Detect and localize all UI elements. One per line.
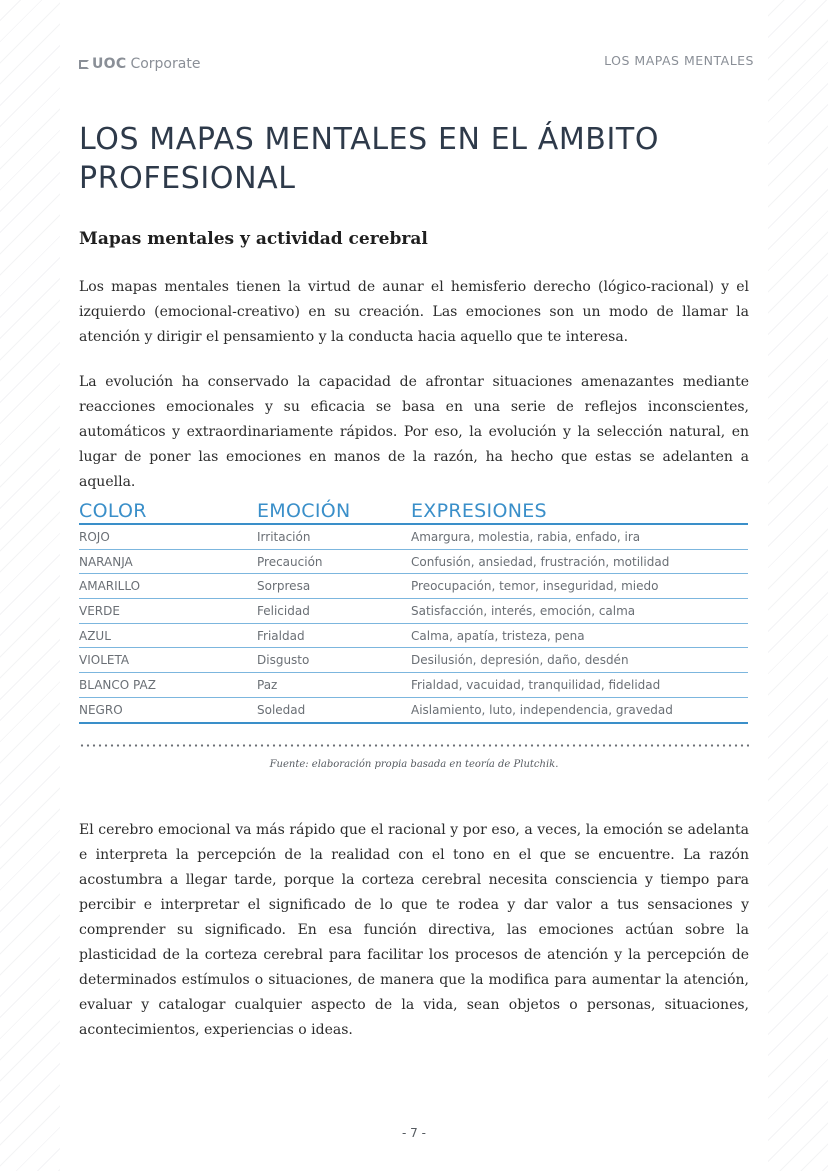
table-header-emotion: EMOCIÓN xyxy=(257,500,351,522)
table-cell-emotion: Irritación xyxy=(257,529,311,544)
table-header-color: COLOR xyxy=(79,500,147,522)
table-row xyxy=(79,673,748,698)
table-cell-color: VERDE xyxy=(79,603,120,618)
paragraph-3: El cerebro emocional va más rápido que el racional y por eso, a veces, la emoción se adelanta e interpreta la percepción de la realidad con el tono en el que se encuentre. La razón acostumbra a llegar tarde, porque la corteza cerebral necesita consciencia y tiempo para percibir e interpretar el significado de lo que te rodea y dar valor a tus sensaciones y comprender su significado. En esa función directiva, las emociones actúan sobre la plasticidad de la corteza cerebral para facilitar los procesos de atención y la percepción de determinados estímulos o situaciones, de manera que la modifica para aumentar la atención, evaluar y catalogar cualquier aspecto de la vida, sean objetos o personas, situaciones, acontecimientos, experiencias o ideas. xyxy=(79,822,749,1038)
table-row xyxy=(79,525,748,550)
table-source-caption: Fuente: elaboración propia basada en teoría de Plutchik. xyxy=(269,759,559,770)
color-emotion-table xyxy=(79,494,748,724)
table-cell-emotion: Soledad xyxy=(257,702,306,717)
uoc-corporate-logo xyxy=(79,56,200,72)
table-row xyxy=(79,698,748,724)
table-cell-color: AZUL xyxy=(79,628,111,643)
table-row xyxy=(79,599,748,624)
table-row xyxy=(79,648,748,673)
table-cell-color: NARANJA xyxy=(79,554,133,569)
table-cell-expressions: Preocupación, temor, inseguridad, miedo xyxy=(411,579,659,594)
table-cell-color: ROJO xyxy=(79,529,110,544)
table-cell-color: NEGRO xyxy=(79,702,123,717)
table-header-expressions: EXPRESIONES xyxy=(411,500,547,522)
table-cell-color: VIOLETA xyxy=(79,653,130,668)
table-cell-color: AMARILLO xyxy=(79,579,141,594)
uoc-logo-icon xyxy=(79,60,89,69)
table-row xyxy=(79,624,748,649)
table-cell-emotion: Felicidad xyxy=(257,603,310,618)
table-cell-emotion: Paz xyxy=(257,677,278,692)
page-title: LOS MAPAS MENTALES EN EL ÁMBITO PROFESIONAL xyxy=(79,122,660,196)
table-row xyxy=(79,574,748,599)
paragraph-2: La evolución ha conservado la capacidad de afrontar situaciones amenazantes mediante reacciones emocionales y su eficacia se basa en una serie de reflejos inconscientes, automáticos y extraordinariamente rápidos. Por eso, la evolución y la selección natural, en lugar de poner las emociones en manos de la razón, ha hecho que estas se adelanten a aquella. xyxy=(79,374,749,490)
table-cell-emotion: Disgusto xyxy=(257,653,310,668)
section-subtitle: Mapas mentales y actividad cerebral xyxy=(79,229,428,249)
table-cell-expressions: Amargura, molestia, rabia, enfado, ira xyxy=(411,529,641,544)
page-number: - 7 - xyxy=(402,1126,426,1140)
table-cell-expressions: Satisfacción, interés, emoción, calma xyxy=(411,603,636,618)
table-cell-emotion: Frialdad xyxy=(257,628,305,643)
table-cell-expressions: Frialdad, vacuidad, tranquilidad, fidelidad xyxy=(411,677,661,692)
logo-bold-text: UOC xyxy=(92,56,127,72)
table-cell-expressions: Desilusión, depresión, daño, desdén xyxy=(411,653,629,668)
table-header-row xyxy=(79,494,748,525)
running-header-section: LOS MAPAS MENTALES xyxy=(604,53,754,68)
table-cell-expressions: Confusión, ansiedad, frustración, motilidad xyxy=(411,554,670,569)
paragraph-1: Los mapas mentales tienen la virtud de aunar el hemisferio derecho (lógico-racional) y el izquierdo (emocional-creativo) en su creación. Las emociones son un modo de llamar la atención y dirigir el pensamiento y la conducta hacia aquello que te interesa. xyxy=(79,279,749,345)
table-cell-emotion: Precaución xyxy=(257,554,323,569)
table-row xyxy=(79,550,748,575)
table-cell-expressions: Calma, apatía, tristeza, pena xyxy=(411,628,585,643)
table-cell-color: BLANCO PAZ xyxy=(79,677,156,692)
table-cell-expressions: Aislamiento, luto, independencia, gravedad xyxy=(411,702,673,717)
logo-light-text: Corporate xyxy=(130,56,201,72)
dotted-divider xyxy=(79,744,749,747)
table-cell-emotion: Sorpresa xyxy=(257,579,311,594)
